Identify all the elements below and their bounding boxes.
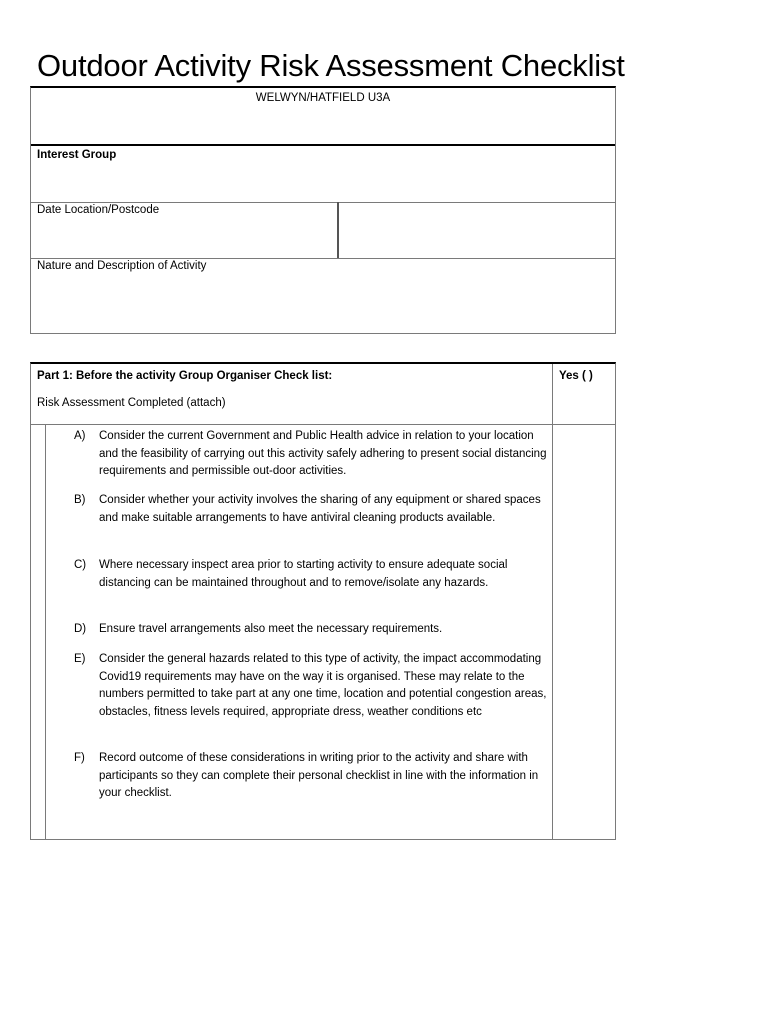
item-letter: D) — [74, 623, 87, 635]
part1-subheading: Risk Assessment Completed (attach) — [37, 397, 226, 409]
item-text: Ensure travel arrangements also meet the necessary requirements. — [99, 623, 443, 635]
part1-heading: Part 1: Before the activity Group Organiser Check list: — [37, 370, 333, 382]
activity-description-field[interactable] — [31, 258, 615, 333]
item-text: Record outcome of these considerations in writing prior to the activity and share with participants so they can complete their personal checklist in line with the information in your checklist. — [99, 752, 539, 800]
item-letter: A) — [74, 430, 86, 442]
item-text: Consider the general hazards related to this type of activity, the impact accommodating Covid19 requirements may have on the way it is organised. These may relate to the numbers permitted to take part at any one time, location and potential congestion areas, obstacles, fitness levels required, appropriate dress, weather conditions etc — [99, 653, 547, 718]
yes-cell[interactable] — [553, 364, 615, 425]
column-divider — [337, 202, 339, 258]
item-letter: B) — [74, 494, 86, 506]
activity-description-label: Nature and Description of Activity — [37, 260, 207, 272]
item-letter: E) — [74, 653, 86, 665]
item-text: Consider whether your activity involves the sharing of any equipment or shared spaces and make suitable arrangements to have antiviral cleaning products available. — [99, 494, 541, 524]
item-text: Consider the current Government and Public Health advice in relation to your location and the feasibility of carrying out this activity safely adhering to present social distancing requirements and permissible out-door activities. — [99, 430, 547, 478]
item-letter: C) — [74, 559, 87, 571]
date-location-field[interactable] — [31, 202, 615, 259]
item-letter: F) — [74, 752, 85, 764]
column-divider — [45, 424, 46, 839]
column-divider — [552, 364, 553, 839]
part1-checklist-table — [30, 362, 616, 840]
interest-group-field[interactable] — [31, 146, 615, 203]
part1-header-cell — [31, 364, 552, 425]
yes-label: Yes ( ) — [559, 370, 593, 382]
organisation-name: WELWYN/HATFIELD U3A — [31, 88, 615, 146]
page-title: Outdoor Activity Risk Assessment Checklist — [37, 48, 625, 83]
item-text: Where necessary inspect area prior to starting activity to ensure adequate social distancing can be maintained throughout and to remove/isolate any hazards. — [99, 559, 508, 589]
interest-group-label: Interest Group — [37, 149, 117, 161]
date-location-label: Date Location/Postcode — [37, 204, 160, 216]
activity-details-table — [30, 86, 616, 334]
